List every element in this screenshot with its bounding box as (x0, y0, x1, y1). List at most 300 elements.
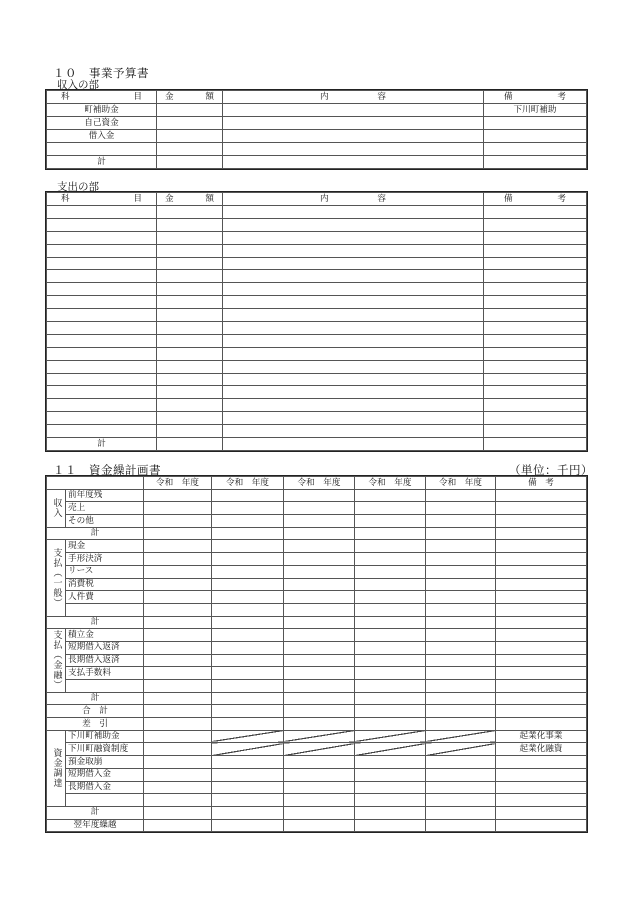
expense-cell[interactable] (157, 425, 223, 438)
income-heading: 収入の部 (57, 79, 99, 91)
note-cell[interactable] (496, 680, 587, 693)
table-row (47, 386, 587, 399)
amount-cell[interactable] (144, 489, 212, 502)
amount-cell[interactable] (212, 641, 284, 654)
amount-cell[interactable] (284, 641, 355, 654)
amount-cell[interactable] (212, 743, 284, 756)
amount-cell[interactable] (355, 540, 426, 553)
expense-cell[interactable] (484, 296, 587, 309)
expense-cell[interactable] (223, 244, 484, 257)
table-row (47, 334, 587, 347)
amount-cell[interactable] (355, 654, 426, 667)
expense-cell[interactable] (484, 270, 587, 283)
amount-cell[interactable] (284, 794, 355, 807)
amount-cell[interactable] (284, 591, 355, 604)
expense-cell[interactable] (47, 373, 157, 386)
header-note-2: 考 (557, 91, 566, 102)
expense-cell[interactable] (47, 206, 157, 219)
year-header: 令和 年度 (144, 477, 212, 490)
amount-cell[interactable] (284, 502, 355, 515)
amount-cell[interactable] (355, 743, 426, 756)
note-cell[interactable] (496, 553, 587, 566)
expense-cell[interactable] (157, 309, 223, 322)
amount-cell[interactable] (144, 540, 212, 553)
amount-cell[interactable] (144, 527, 212, 540)
expense-cell[interactable] (484, 322, 587, 335)
year-header: 令和 年度 (284, 477, 355, 490)
expense-cell[interactable] (484, 425, 587, 438)
amount-cell[interactable] (284, 654, 355, 667)
cashflow-header-row (47, 477, 587, 490)
expense-cell[interactable] (223, 283, 484, 296)
note-cell[interactable] (496, 654, 587, 667)
amount-cell[interactable] (212, 756, 284, 769)
expense-cell[interactable] (157, 399, 223, 412)
amount-cell[interactable] (144, 806, 212, 819)
unit-label: （単位：千円） (509, 463, 593, 477)
note-cell[interactable] (496, 515, 587, 528)
amount-cell[interactable] (212, 718, 284, 731)
expense-cell[interactable] (223, 425, 484, 438)
note-cell[interactable] (496, 756, 587, 769)
table-row (47, 296, 587, 309)
general-subtotal-row-label: 計 (47, 616, 144, 629)
amount-cell[interactable] (284, 819, 355, 832)
amount-cell[interactable] (355, 578, 426, 591)
expense-cell[interactable] (157, 296, 223, 309)
item-label: 積立金 (66, 629, 144, 642)
amount-cell[interactable] (144, 781, 212, 794)
amount-cell[interactable] (212, 730, 284, 743)
amount-cell[interactable] (426, 705, 496, 718)
amount-cell[interactable] (355, 819, 426, 832)
amount-cell[interactable] (355, 527, 426, 540)
expense-cell[interactable] (484, 206, 587, 219)
table-row (47, 591, 587, 604)
table-row (47, 206, 587, 219)
item-label: その他 (66, 515, 144, 528)
table-row (47, 680, 587, 693)
table-row (47, 667, 587, 680)
table-row (47, 641, 587, 654)
expense-cell[interactable] (47, 296, 157, 309)
amount-cell[interactable] (144, 794, 212, 807)
income-header-row (47, 91, 587, 104)
expense-cell[interactable] (157, 283, 223, 296)
amount-cell[interactable] (426, 565, 496, 578)
expense-cell[interactable] (223, 218, 484, 231)
amount-cell[interactable] (144, 768, 212, 781)
amount-cell[interactable] (212, 603, 284, 616)
amount-cell[interactable] (426, 641, 496, 654)
header-note-2: 考 (557, 193, 566, 204)
amount-cell[interactable] (426, 578, 496, 591)
amount-cell[interactable] (426, 718, 496, 731)
expense-cell[interactable] (47, 322, 157, 335)
amount-cell[interactable] (355, 515, 426, 528)
note-cell[interactable] (496, 489, 587, 502)
amount-cell[interactable] (212, 819, 284, 832)
expense-cell[interactable] (47, 244, 157, 257)
amount-cell[interactable] (355, 629, 426, 642)
expense-cell[interactable] (223, 347, 484, 360)
amount-cell[interactable] (355, 768, 426, 781)
carryover-row (47, 819, 587, 832)
note-cell[interactable] (496, 641, 587, 654)
note-cell[interactable] (496, 603, 587, 616)
amount-cell[interactable] (284, 527, 355, 540)
amount-cell[interactable] (212, 578, 284, 591)
expense-cell[interactable] (157, 412, 223, 425)
amount-cell[interactable] (355, 603, 426, 616)
amount-cell[interactable] (355, 616, 426, 629)
expense-cell[interactable] (484, 309, 587, 322)
amount-cell[interactable] (426, 629, 496, 642)
expense-heading: 支出の部 (57, 181, 99, 193)
amount-cell[interactable] (144, 756, 212, 769)
income-subtotal-row-label: 計 (47, 527, 144, 540)
amount-cell[interactable] (212, 705, 284, 718)
note-cell[interactable] (496, 540, 587, 553)
table-row (47, 143, 587, 156)
amount-cell[interactable] (355, 667, 426, 680)
amount-cell[interactable] (284, 578, 355, 591)
note-header: 備 考 (496, 477, 587, 490)
amount-cell[interactable] (426, 616, 496, 629)
amount-cell[interactable] (284, 680, 355, 693)
note-cell[interactable] (496, 591, 587, 604)
expense-cell[interactable] (47, 218, 157, 231)
expense-cell[interactable] (157, 257, 223, 270)
table-row (47, 244, 587, 257)
note-cell[interactable] (496, 781, 587, 794)
amount-cell[interactable] (284, 705, 355, 718)
expense-cell[interactable] (484, 347, 587, 360)
note-cell[interactable] (496, 502, 587, 515)
amount-cell[interactable] (284, 743, 355, 756)
amount-cell[interactable] (426, 768, 496, 781)
expense-cell[interactable] (47, 283, 157, 296)
amount-cell[interactable] (426, 743, 496, 756)
amount-cell[interactable] (212, 781, 284, 794)
expense-cell[interactable] (157, 360, 223, 373)
amount-cell[interactable] (144, 819, 212, 832)
amount-cell[interactable] (212, 616, 284, 629)
amount-cell[interactable] (426, 692, 496, 705)
amount-cell[interactable] (355, 718, 426, 731)
amount-cell[interactable] (355, 692, 426, 705)
expense-cell[interactable] (484, 360, 587, 373)
amount-cell[interactable] (212, 502, 284, 515)
expense-cell[interactable] (223, 399, 484, 412)
amount-cell[interactable] (284, 515, 355, 528)
amount-cell[interactable] (284, 667, 355, 680)
expense-cell[interactable] (223, 412, 484, 425)
note-cell[interactable] (496, 629, 587, 642)
amount-cell[interactable] (426, 667, 496, 680)
expense-cell[interactable] (47, 360, 157, 373)
cashflow-table (46, 476, 587, 832)
amount-cell[interactable] (212, 540, 284, 553)
amount-cell[interactable] (144, 565, 212, 578)
amount-cell[interactable] (426, 756, 496, 769)
expense-cell[interactable] (157, 322, 223, 335)
amount-cell[interactable] (144, 654, 212, 667)
note-cell[interactable] (496, 692, 587, 705)
amount-cell[interactable] (212, 489, 284, 502)
expense-cell[interactable] (484, 373, 587, 386)
expense-cell[interactable] (223, 373, 484, 386)
amount-cell[interactable] (284, 692, 355, 705)
amount-cell[interactable] (144, 616, 212, 629)
amount-cell[interactable] (144, 629, 212, 642)
amount-cell[interactable] (144, 705, 212, 718)
amount-cell[interactable] (284, 718, 355, 731)
document-title: １０ 事業予算書 (53, 66, 149, 80)
note-cell[interactable] (496, 578, 587, 591)
year-header: 令和 年度 (212, 477, 284, 490)
amount-cell[interactable] (144, 502, 212, 515)
expense-cell[interactable] (484, 399, 587, 412)
expense-cell[interactable] (47, 257, 157, 270)
amount-cell[interactable] (426, 591, 496, 604)
amount-cell[interactable] (355, 794, 426, 807)
expense-cell[interactable] (47, 347, 157, 360)
expense-cell[interactable] (223, 206, 484, 219)
amount-cell[interactable] (355, 565, 426, 578)
year-header: 令和 年度 (426, 477, 496, 490)
table-row (47, 781, 587, 794)
note-cell[interactable] (496, 806, 587, 819)
amount-cell[interactable] (212, 565, 284, 578)
expense-cell[interactable] (157, 218, 223, 231)
note-cell[interactable] (496, 616, 587, 629)
expense-cell[interactable] (157, 231, 223, 244)
expense-cell[interactable] (157, 373, 223, 386)
amount-cell[interactable] (212, 654, 284, 667)
table-row (47, 756, 587, 769)
amount-cell[interactable] (355, 591, 426, 604)
amount-cell[interactable] (144, 553, 212, 566)
note-cell[interactable] (496, 718, 587, 731)
amount-cell[interactable] (212, 768, 284, 781)
note-cell[interactable] (496, 768, 587, 781)
amount-cell[interactable] (355, 502, 426, 515)
income-subject-cell: 自己資金 (47, 117, 157, 130)
amount-cell[interactable] (212, 680, 284, 693)
amount-cell[interactable] (284, 553, 355, 566)
expense-cell[interactable] (484, 412, 587, 425)
amount-cell[interactable] (284, 629, 355, 642)
expense-cell[interactable] (223, 270, 484, 283)
expense-cell[interactable] (47, 386, 157, 399)
item-label: 長期借入金 (66, 781, 144, 794)
table-row (47, 322, 587, 335)
amount-cell[interactable] (284, 781, 355, 794)
amount-cell[interactable] (284, 603, 355, 616)
note-cell[interactable] (496, 667, 587, 680)
amount-cell[interactable] (144, 578, 212, 591)
expense-cell[interactable] (484, 334, 587, 347)
expense-cell[interactable] (223, 257, 484, 270)
table-row (47, 104, 587, 117)
header-amount-1: 金 (165, 91, 174, 102)
amount-cell[interactable] (212, 515, 284, 528)
amount-cell[interactable] (212, 527, 284, 540)
expense-cell[interactable] (47, 309, 157, 322)
expense-cell[interactable] (157, 206, 223, 219)
amount-cell[interactable] (212, 806, 284, 819)
table-row (47, 425, 587, 438)
income-subject-cell: 借入金 (47, 130, 157, 143)
header-subject-2: 目 (133, 193, 142, 204)
note-cell[interactable] (496, 819, 587, 832)
expense-cell[interactable] (47, 270, 157, 283)
expense-cell[interactable] (223, 386, 484, 399)
expense-cell[interactable] (47, 334, 157, 347)
amount-cell[interactable] (426, 489, 496, 502)
expense-rows (47, 206, 587, 438)
amount-cell[interactable] (426, 603, 496, 616)
table-row (47, 283, 587, 296)
general-payment-label: 支払（一般） (47, 540, 66, 616)
amount-cell[interactable] (426, 654, 496, 667)
expense-cell[interactable] (47, 399, 157, 412)
amount-cell[interactable] (355, 730, 426, 743)
amount-cell[interactable] (355, 781, 426, 794)
expense-cell[interactable] (223, 322, 484, 335)
amount-cell[interactable] (426, 730, 496, 743)
amount-cell[interactable] (426, 794, 496, 807)
difference-row-label: 差 引 (47, 718, 144, 731)
note-cell[interactable] (496, 527, 587, 540)
amount-cell[interactable] (212, 667, 284, 680)
expense-cell[interactable] (157, 270, 223, 283)
amount-cell[interactable] (426, 806, 496, 819)
amount-cell[interactable] (212, 794, 284, 807)
amount-cell[interactable] (355, 553, 426, 566)
expense-cell[interactable] (484, 257, 587, 270)
table-row (47, 654, 587, 667)
amount-cell[interactable] (284, 730, 355, 743)
item-label: 人件費 (66, 591, 144, 604)
expense-cell[interactable] (484, 244, 587, 257)
note-cell[interactable] (496, 565, 587, 578)
income-subtotal-row (47, 527, 587, 540)
amount-cell[interactable] (144, 680, 212, 693)
item-label: 支払手数料 (66, 667, 144, 680)
amount-cell[interactable] (426, 540, 496, 553)
amount-cell[interactable] (212, 629, 284, 642)
amount-cell[interactable] (284, 540, 355, 553)
amount-cell[interactable] (284, 756, 355, 769)
amount-cell[interactable] (144, 641, 212, 654)
income-note-cell: 下川町補助 (484, 104, 587, 117)
general-subtotal-row (47, 616, 587, 629)
note-cell[interactable] (496, 705, 587, 718)
amount-cell[interactable] (355, 756, 426, 769)
expense-cell[interactable] (157, 244, 223, 257)
table-row (47, 257, 587, 270)
expense-cell[interactable] (157, 334, 223, 347)
table-row (47, 540, 587, 553)
expense-cell[interactable] (484, 218, 587, 231)
amount-cell[interactable] (284, 489, 355, 502)
amount-cell[interactable] (426, 502, 496, 515)
expense-cell[interactable] (223, 334, 484, 347)
expense-cell[interactable] (484, 283, 587, 296)
amount-cell[interactable] (144, 730, 212, 743)
expense-cell[interactable] (223, 309, 484, 322)
amount-cell[interactable] (212, 591, 284, 604)
table-row (47, 399, 587, 412)
expense-cell[interactable] (484, 231, 587, 244)
item-label: 短期借入返済 (66, 641, 144, 654)
finance-subtotal-row (47, 692, 587, 705)
cashflow-rows (47, 477, 587, 832)
amount-cell[interactable] (144, 515, 212, 528)
expense-cell[interactable] (47, 412, 157, 425)
difference-row (47, 718, 587, 731)
amount-cell[interactable] (355, 705, 426, 718)
expense-cell[interactable] (223, 360, 484, 373)
expense-cell[interactable] (223, 296, 484, 309)
table-row (47, 489, 587, 502)
amount-cell[interactable] (212, 692, 284, 705)
amount-cell[interactable] (284, 565, 355, 578)
amount-cell[interactable] (426, 781, 496, 794)
amount-cell[interactable] (426, 527, 496, 540)
header-content-2: 容 (377, 193, 386, 204)
expense-cell[interactable] (223, 231, 484, 244)
amount-cell[interactable] (144, 667, 212, 680)
amount-cell[interactable] (144, 591, 212, 604)
year-header: 令和 年度 (355, 477, 426, 490)
expense-total-row (47, 438, 587, 451)
amount-cell[interactable] (284, 768, 355, 781)
expense-cell[interactable] (484, 386, 587, 399)
income-subject-cell: 町補助金 (47, 104, 157, 117)
amount-cell[interactable] (355, 489, 426, 502)
amount-cell[interactable] (212, 553, 284, 566)
amount-cell[interactable] (144, 718, 212, 731)
amount-cell[interactable] (355, 680, 426, 693)
expense-cell[interactable] (157, 386, 223, 399)
amount-cell[interactable] (284, 616, 355, 629)
table-row (47, 502, 587, 515)
amount-cell[interactable] (426, 819, 496, 832)
note-cell[interactable] (496, 794, 587, 807)
finance-payment-label: 支払（金融） (47, 629, 66, 692)
amount-cell[interactable] (426, 515, 496, 528)
amount-cell[interactable] (144, 743, 212, 756)
expense-cell[interactable] (157, 347, 223, 360)
amount-cell[interactable] (355, 806, 426, 819)
table-row (47, 565, 587, 578)
amount-cell[interactable] (355, 641, 426, 654)
amount-cell[interactable] (426, 553, 496, 566)
income-table (46, 90, 587, 169)
item-label: 手形決済 (66, 553, 144, 566)
item-label: 長期借入返済 (66, 654, 144, 667)
amount-cell[interactable] (426, 680, 496, 693)
header-subject-1: 科 (61, 91, 70, 102)
amount-cell[interactable] (144, 603, 212, 616)
amount-cell[interactable] (284, 806, 355, 819)
expense-cell[interactable] (47, 231, 157, 244)
expense-cell[interactable] (47, 425, 157, 438)
amount-cell[interactable] (144, 692, 212, 705)
